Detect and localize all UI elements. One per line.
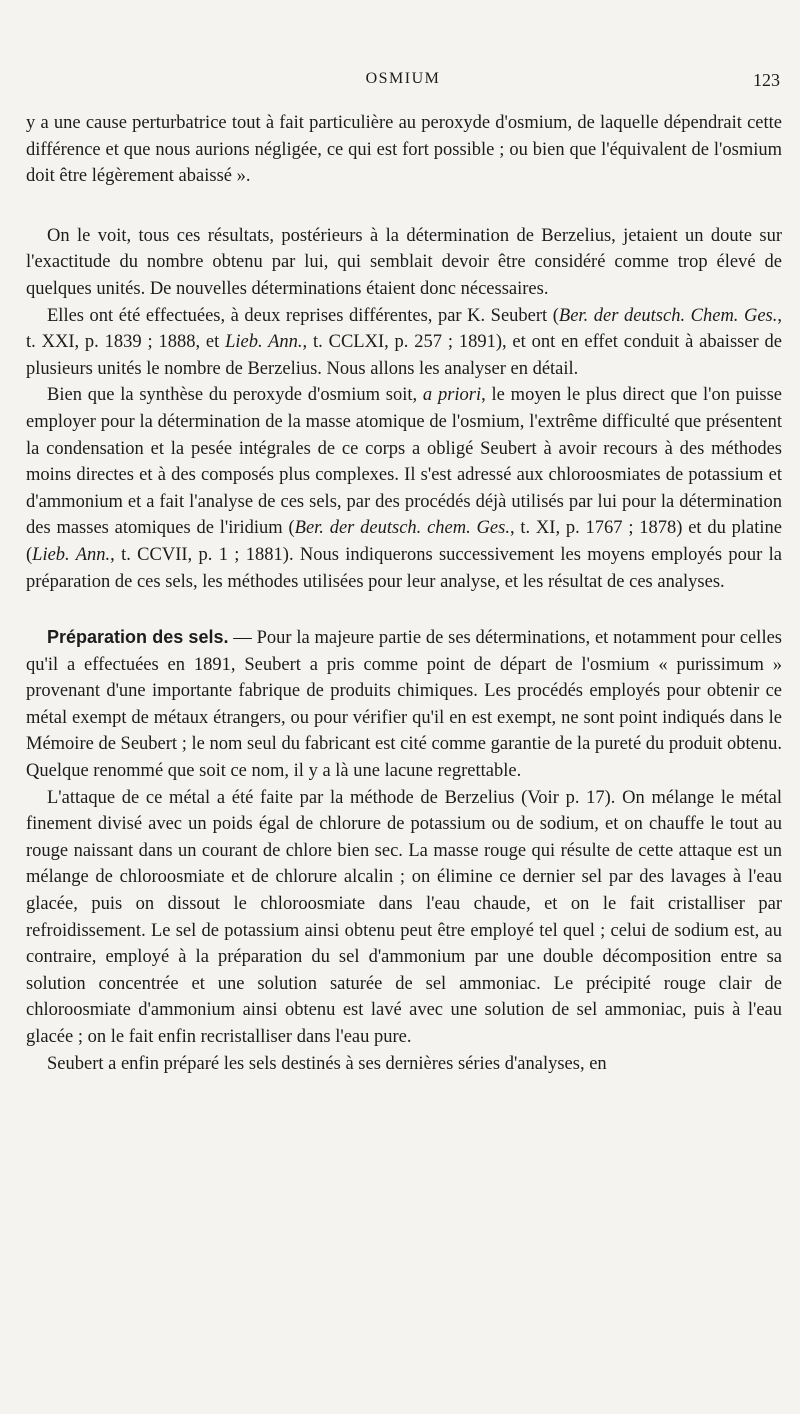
paragraph-4 — [26, 382, 782, 595]
p3-text-3: , t. CCLXI, p. 257 ; 1891), et ont en effet conduit à abaisser de plusieurs unités le nombre de Berzelius. Nous allons les analyser en détail. — [26, 332, 783, 379]
p4-citation-2: Lieb. Ann. — [32, 544, 111, 565]
page-header — [26, 70, 780, 94]
p3-text-1: Elles ont été effectuées, à deux reprises différentes, par K. Seubert ( — [47, 305, 559, 326]
paragraph-3 — [26, 303, 782, 383]
section-heading: Préparation des sels. — [47, 627, 229, 648]
p4-citation-1: Ber. der deutsch. chem. Ges. — [294, 518, 510, 539]
p3-citation-1: Ber. der deutsch. Chem. Ges. — [558, 305, 778, 326]
p5-text: — Pour la majeure partie de ses déterminations, et notamment pour celles qu'il a effectuées en 1891, Seubert a pris comme point de départ de l'osmium « purissimum » provenant d'une importante fabrique de produits chimiques. Les procédés employés pour obtenir ce métal exempt de métaux étrangers, ou pour vérifier qu'il en est exempt, ne sont point indiqués dans le Mémoire de Seubert ; le nom seul du fabricant est cité comme garantie de la pureté du produit obtenu. Quelque renommé que soit ce nom, il y a là une lacune regrettable. — [26, 628, 782, 782]
running-title: OSMIUM — [365, 70, 441, 87]
p4-text-2: , le moyen le plus direct que l'on puisse employer pour la détermination de la masse atomique de l'osmium, l'extrême difficulté que présentent la condensation et la pesée intégrales de ce corps a obligé Seubert à avoir recours à des méthodes moins directes et à des composés plus complexes. Il s'est adressé aux chloroosmiates de potassium et d'ammonium et a fait l'analyse de ces sels, par des procédés déjà utilisés par lui pour la détermination des masses atomiques de l'iridium ( — [26, 385, 782, 539]
page-body — [26, 110, 782, 1077]
paragraph-7: Seubert a enfin préparé les sels destinés à ses dernières séries d'analyses, en — [47, 1053, 607, 1074]
paragraph-1: y a une cause perturbatrice tout à fait particulière au peroxyde d'osmium, de laquelle dépendrait cette différence et que nous aurions négligée, ce qui est fort possible ; ou bien que l'équivalent de l'osmium doit être légèrement abaissé ». — [26, 113, 782, 187]
p3-citation-2: Lieb. Ann. — [225, 332, 303, 353]
p4-text-4: , t. CCVII, p. 1 ; 1881). Nous indiquerons successivement les moyens employés pour la préparation de ces sels, les méthodes utilisées pour leur analyse, et les résultat de ces analyses. — [26, 544, 782, 592]
page-number: 123 — [753, 70, 780, 90]
p4-text-1: Bien que la synthèse du peroxyde d'osmium soit, — [47, 385, 423, 406]
p4-text-3: , t. XI, p. 1767 ; 1878) et du platine ( — [26, 518, 782, 565]
p3-text-2: , t. XXI, p. 1839 ; 1888, et — [26, 305, 783, 353]
p4-italic-a-priori: a priori — [422, 385, 482, 406]
paragraph-6: L'attaque de ce métal a été faite par la méthode de Berzelius (Voir p. 17). On mélange le métal finement divisé avec un poids égal de chlorure de potassium ou de sodium, et on chauffe le tout au rouge naissant dans un courant de chlore bien sec. La masse rouge qui résulte de cette attaque est un mélange de chloroosmiate et de chlorure alcalin ; on élimine ce dernier sel par des lavages à l'eau glacée, puis on dissout le chloroosmiate dans l'eau chaude, et on le fait cristalliser par refroidissement. Le sel de potassium ainsi obtenu peut être employé tel quel ; celui de sodium est, au contraire, employé à la préparation du sel d'ammonium par une double décomposition entre sa solution concentrée et une solution saturée de sel ammoniac. Le précipité rouge clair de chloroosmiate d'ammonium ainsi obtenu est lavé avec une solution de sel ammoniac, puis à l'eau glacée ; on le fait enfin recristalliser dans l'eau pure. — [26, 787, 782, 1047]
paragraph-2: On le voit, tous ces résultats, postérieurs à la détermination de Berzelius, jetaient un doute sur l'exactitude du nombre obtenu par lui, qui semblait devoir être considéré comme trop élevé de quelques unités. De nouvelles déterminations étaient donc nécessaires. — [26, 225, 782, 299]
paragraph-5 — [26, 624, 782, 785]
